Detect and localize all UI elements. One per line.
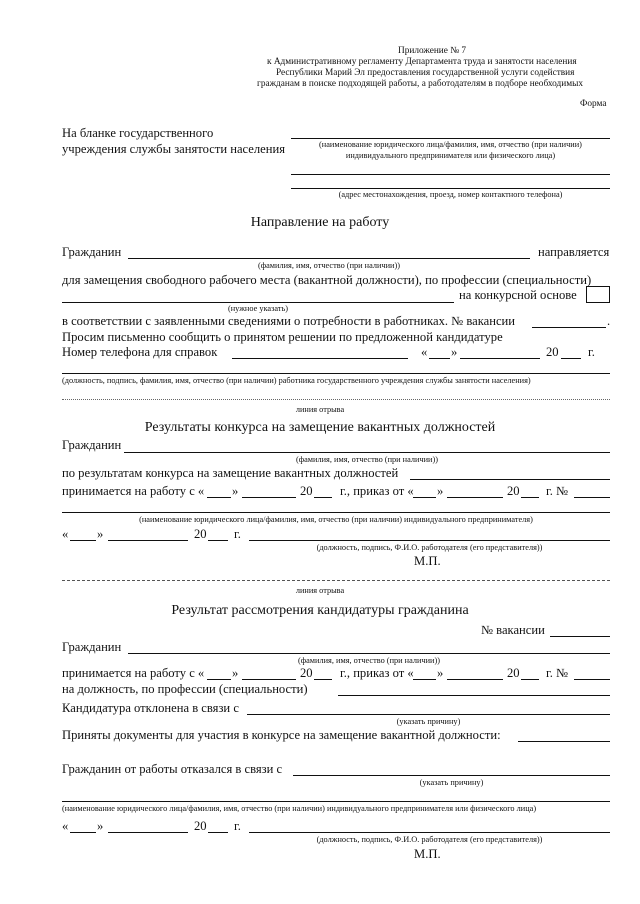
result-sign-line[interactable]: [249, 832, 610, 833]
comp-hire-quote-close: »: [232, 484, 239, 498]
comp-stamp: М.П.: [414, 554, 441, 568]
result-refused-line[interactable]: [293, 775, 610, 776]
result-title: Результат рассмотрения кандидатуры гражданина: [171, 603, 469, 618]
date-day-line[interactable]: [429, 358, 450, 359]
tear-line-2: [62, 580, 610, 581]
date-quote-close: »: [451, 345, 458, 359]
competitive-checkbox[interactable]: [586, 286, 610, 303]
comp-order-year-line[interactable]: [521, 497, 539, 498]
result-hire-month-line[interactable]: [242, 679, 296, 680]
hint-official: (должность, подпись, фамилия, имя, отчество (при наличии) работника государственного учреждения службы занятости населения): [62, 376, 531, 385]
hint-employer-2: индивидуального предпринимателя или физического лица): [345, 151, 556, 160]
comp-citizen-label: Гражданин: [62, 438, 122, 452]
referral-title: Направление на работу: [250, 215, 390, 230]
profession-line[interactable]: [62, 302, 454, 303]
result-citizen-line[interactable]: [128, 653, 610, 654]
comp-order-num: г. №: [546, 484, 569, 498]
comp-hire-day-line[interactable]: [207, 497, 231, 498]
result-hint-sign: (должность, подпись, Ф.И.О. работодателя (его представителя)): [316, 835, 543, 844]
employer-extra-line[interactable]: [291, 174, 610, 175]
comp-hire-year: 20: [300, 484, 313, 498]
result-docs-label: Приняты документы для участия в конкурсе на замещение вакантной должности:: [62, 728, 501, 742]
accordance-text: в соответствии с заявленными сведениями о потребности в работниках. № вакансии: [62, 314, 516, 328]
address-line[interactable]: [291, 188, 610, 189]
appendix-line-2: Республики Марий Эл предоставления государственной услуги содействия: [276, 68, 575, 78]
result-order-year-line[interactable]: [521, 679, 539, 680]
result-refused-label: Гражданин от работы отказался в связи с: [62, 762, 283, 776]
result-order-day-line[interactable]: [413, 679, 436, 680]
comp-hire-year-line[interactable]: [314, 497, 332, 498]
citizen-name-line[interactable]: [128, 258, 530, 259]
comp-hire-month-line[interactable]: [242, 497, 296, 498]
appendix-line-3: гражданам в поиске подходящей работы, а работодателям в подборе необходимых: [257, 79, 583, 89]
hint-employer-1: (наименование юридического лица/фамилия, имя, отчество (при наличии): [319, 140, 582, 149]
official-sign-line[interactable]: [62, 373, 610, 374]
comp-sign-line[interactable]: [249, 540, 610, 541]
form-label: Форма: [580, 99, 607, 109]
comp-order-day-line[interactable]: [413, 497, 436, 498]
hint-specify: (нужное указать): [227, 304, 289, 313]
result-date-quote-open: «: [62, 819, 69, 833]
comp-date-year: 20: [194, 527, 207, 541]
result-order-from: г., приказ от «: [340, 666, 414, 680]
citizen-label: Гражданин: [62, 245, 122, 259]
request-text: Просим письменно сообщить о принятом решении по предложенной кандидатуре: [62, 330, 503, 344]
letterhead-left-2: учреждения службы занятости населения: [62, 142, 286, 156]
phone-line[interactable]: [232, 358, 408, 359]
appendix-line-1: к Административному регламенту Департамента труда и занятости населения: [267, 57, 577, 67]
result-date-day-line[interactable]: [70, 832, 96, 833]
appendix-number: Приложение № 7: [398, 46, 467, 56]
result-hire-quote-close: »: [232, 666, 239, 680]
result-hire-day-line[interactable]: [207, 679, 231, 680]
competitive-label: на конкурсной основе: [459, 288, 577, 302]
result-rejected-line[interactable]: [247, 714, 610, 715]
comp-date-quote-open: «: [62, 527, 69, 541]
result-order-num-line[interactable]: [574, 679, 610, 680]
result-stamp: М.П.: [414, 847, 441, 861]
comp-by-results: по результатам конкурса на замещение вакантных должностей: [62, 466, 399, 480]
result-hint-employer: (наименование юридического лица/фамилия, имя, отчество (при наличии) индивидуального предпринимателя или физического лица): [62, 804, 537, 813]
result-date-year: 20: [194, 819, 207, 833]
date-year-prefix: 20: [546, 345, 559, 359]
date-year-line[interactable]: [561, 358, 581, 359]
result-position-label: на должность, по профессии (специальности): [62, 682, 308, 696]
purpose-text: для замещения свободного рабочего места (вакантной должности), по профессии (специальности): [62, 273, 592, 287]
directed-label: направляется: [538, 245, 610, 259]
comp-employer-line[interactable]: [62, 512, 610, 513]
hint-address: (адрес местонахождения, проезд, номер контактного телефона): [338, 190, 563, 199]
result-hint-reason-2: (указать причину): [419, 778, 484, 787]
result-date-quote-close: »: [97, 819, 104, 833]
tear-label-1: линия отрыва: [295, 405, 345, 414]
phone-label: Номер телефона для справок: [62, 345, 218, 359]
result-vacancy-line[interactable]: [550, 636, 610, 637]
tear-line-1: [62, 399, 610, 400]
result-citizen-label: Гражданин: [62, 640, 122, 654]
result-date-month-line[interactable]: [108, 832, 188, 833]
result-position-line[interactable]: [338, 695, 610, 696]
result-hired-from: принимается на работу с «: [62, 666, 205, 680]
result-docs-line[interactable]: [518, 741, 610, 742]
comp-order-month-line[interactable]: [447, 497, 503, 498]
date-month-line[interactable]: [460, 358, 540, 359]
result-order-quote-close: »: [437, 666, 444, 680]
comp-order-num-line[interactable]: [574, 497, 610, 498]
result-order-month-line[interactable]: [447, 679, 503, 680]
employer-name-line[interactable]: [291, 138, 610, 139]
tear-label-2: линия отрыва: [295, 586, 345, 595]
comp-citizen-line[interactable]: [124, 452, 610, 453]
result-order-year: 20: [507, 666, 520, 680]
result-date-g: г.: [234, 819, 241, 833]
comp-date-g: г.: [234, 527, 241, 541]
result-hint-reason: (указать причину): [396, 717, 461, 726]
comp-order-quote-close: »: [437, 484, 444, 498]
result-rejected-label: Кандидатура отклонена в связи с: [62, 701, 239, 715]
result-date-year-line[interactable]: [208, 832, 228, 833]
result-hire-year: 20: [300, 666, 313, 680]
result-vacancy-label: № вакансии: [481, 623, 545, 637]
result-hint-fio: (фамилия, имя, отчество (при наличии)): [297, 656, 441, 665]
letterhead-left-1: На бланке государственного: [62, 126, 214, 140]
date-year-suffix: г.: [588, 345, 595, 359]
comp-date-month-line[interactable]: [108, 540, 188, 541]
comp-date-day-line[interactable]: [70, 540, 96, 541]
comp-order-from: г., приказ от «: [340, 484, 414, 498]
result-order-num: г. №: [546, 666, 569, 680]
hint-fio: (фамилия, имя, отчество (при наличии)): [257, 261, 401, 270]
competition-title: Результаты конкурса на замещение вакантных должностей: [144, 420, 496, 435]
comp-order-year: 20: [507, 484, 520, 498]
comp-date-quote-close: »: [97, 527, 104, 541]
date-quote-open: «: [421, 345, 428, 359]
comp-date-year-line[interactable]: [208, 540, 228, 541]
comp-hint-sign: (должность, подпись, Ф.И.О. работодателя (его представителя)): [316, 543, 543, 552]
comp-hint-fio: (фамилия, имя, отчество (при наличии)): [295, 455, 439, 464]
comp-hired-from: принимается на работу с «: [62, 484, 205, 498]
comp-by-results-line[interactable]: [410, 479, 610, 480]
vacancy-number-line[interactable]: [532, 327, 606, 328]
result-hire-year-line[interactable]: [314, 679, 332, 680]
accordance-period: .: [607, 314, 611, 328]
comp-hint-employer: (наименование юридического лица/фамилия, имя, отчество (при наличии) индивидуального предпринимателя): [139, 515, 533, 524]
result-employer-line[interactable]: [62, 801, 610, 802]
